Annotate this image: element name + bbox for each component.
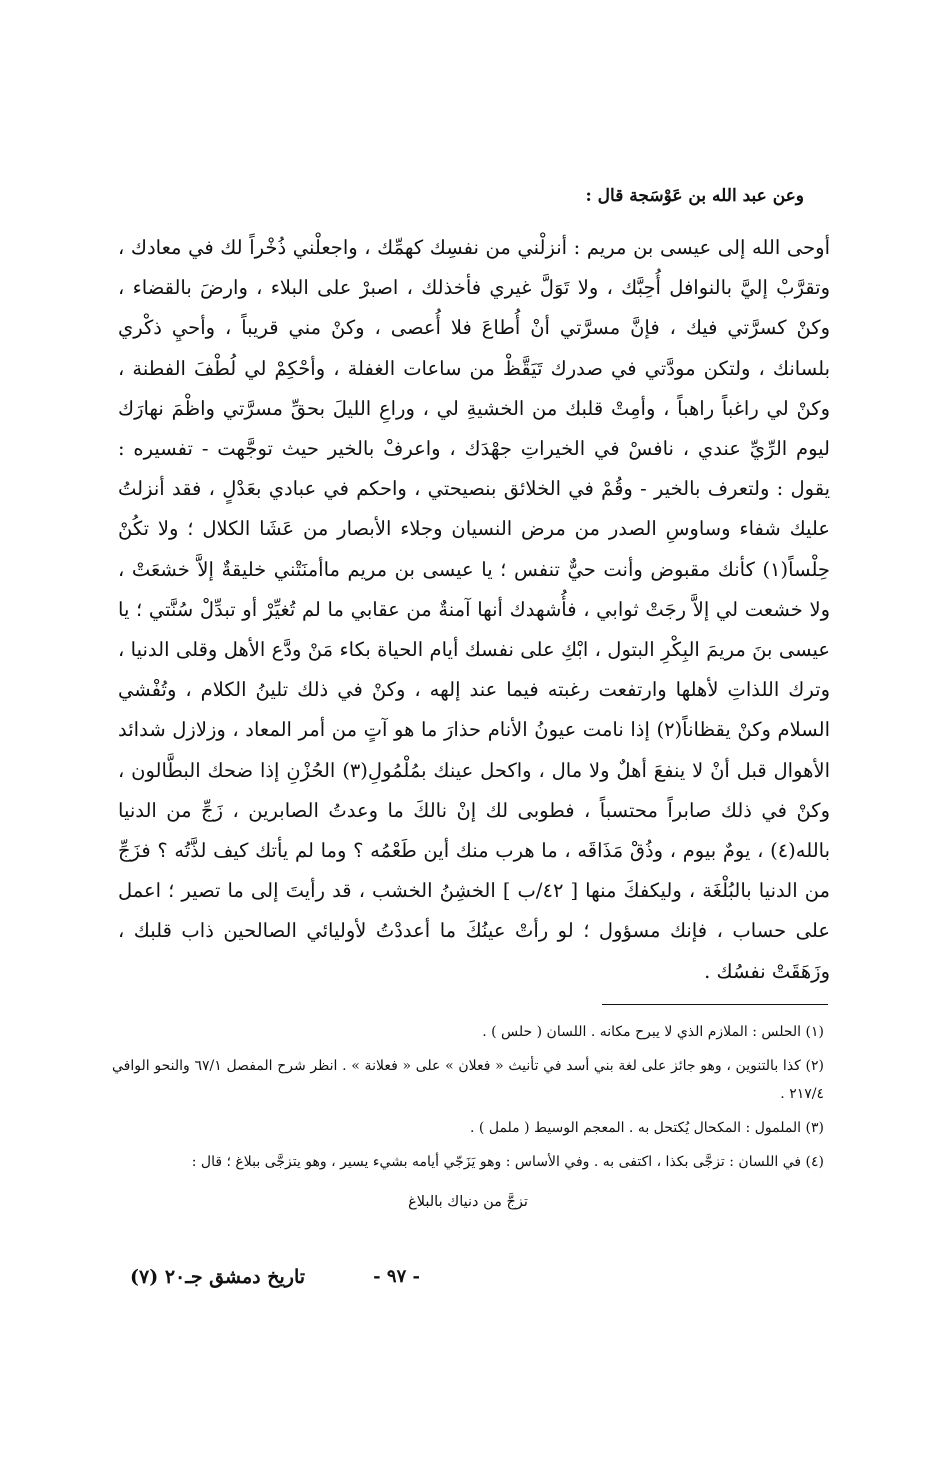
page-number: - ٩٧ -: [373, 1266, 420, 1287]
footnote-1: (١) الحلس : الملازم الذي لا يبرح مكانه . اللسان ( حلس ) .: [482, 1024, 824, 1040]
volume-signature: تاريخ دمشق جـ٢٠ (٧): [130, 1266, 306, 1288]
footnotes: [112, 1018, 824, 1222]
footnote-4: (٤) في اللسان : تزجَّى بكذا ، اكتفى به . وفي الأساس : وهو يَزَجّي أيامه بشيء يسير ، وهو يتزجَّى ببلاغ ؛ قال :: [191, 1154, 824, 1170]
footnote-separator: [602, 1004, 828, 1005]
isnad-intro: وعن عبد الله بن عَوْسَجة قال :: [585, 186, 804, 206]
footnote-2: (٢) كذا بالتنوين ، وهو جائز على لغة بني أسد في تأنيث « فعلان » على « فعلانة » . انظر شرح المفصل ٦٧/١ والنحو الوافي ٢١٧/٤ .: [112, 1058, 824, 1102]
footnote-3: (٣) الملمول : المكحال يُكتحل به . المعجم الوسيط ( ململ ) .: [470, 1120, 824, 1136]
main-paragraph: أوحى الله إلى عيسى بن مريم : أنزلْني من نفسِك كهمِّك ، واجعلْني ذُخْراً لك في معادك ، وتقرَّبْ إليَّ بالنوافل أُحِبَّك ، ولا تَوَلَّ غيري فأخذلك ، اصبرْ على البلاء ، وارضَ بالقضاء ، وكنْ كسرَّتي فيك ، فإنَّ مسرَّتي أنْ أُطاعَ فلا أُعصى ، وكنْ مني قريباً ، وأحيِ ذكْري بلسانك ، ولتكن مودَّتي في صدرك تَيَقَّظْ من ساعات الغفلة ، وأحْكِمْ لي لُطْفَ الفطنة ، وكنْ لي راغباً راهباً ، وأمِتْ قلبك من الخشيةِ لي ، وراعِ الليلَ بحقِّ مسرَّتي واظْمَ نهارَك ليوم الرِّيِّ عندي ، نافسْ في الخيراتِ جهْدَك ، واعرفْ بالخير حيث توجَّهت - تفسيره : يقول : ولتعرف بالخير - وقُمْ في الخلائق بنصيحتي ، واحكم في عبادي بعَدْلٍ ، فقد أنزلتُ عليك شفاء وساوسِ الصدر من مرض النسيان وجلاء الأبصار من عَشَا الكلال ؛ ولا تكُنْ حِلْساً(١) كأنك مقبوض وأنت حيٌّ تنفس ؛ يا عيسى بن مريم ماأمنَتْني خليقةٌ إلاَّ خشعَتْ ، ولا خشعت لي إلاَّ رجَتْ ثوابي ، فأُشهدك أنها آمنةٌ من عقابي ما لم تُغيِّرْ أو تبدِّلْ سُنَّتي ؛ يا عيسى بنَ مريمَ البِكْرِ البتول ، ابْكِ على نفسك أيام الحياة بكاء مَنْ ودَّع الأهل وقلى الدنيا ، وترك اللذاتِ لأهلها وارتفعت رغبته فيما عند إلهه ، وكنْ في ذلك تلينُ الكلام ، وتُفْشي السلام وكنْ يقظاناً(٢) إذا نامت عيونُ الأنام حذارَ ما هو آتٍ من أمر المعاد ، وزلازل شدائد الأهوال قبل أنْ لا ينفعَ أهلٌ ولا مال ، واكحل عينك بمُلْمُولِ(٣) الحُزْنِ إذا ضحك البطَّالون ، وكنْ في ذلك صابراً محتسباً ، فطوبى لك إنْ نالكَ ما وعدتُ الصابرين ، زَجِّ من الدنيا بالله(٤) ، يومٌ بيوم ، وذُقْ مَذَاقَه ، ما هرب منك أين طَعْمُه ؟ وما لم يأتك كيف لذَّتُه ؟ فزَجِّ من الدنيا بالبُلْغَة ، وليكفكَ منها [ ٤٢/ب ] الخشِنُ الخشب ، قد رأيتَ إلى ما تصير ؛ اعمل على حساب ، فإنك مسؤول ؛ لو رأتْ عينُكَ ما أعددْتُ لأوليائي الصالحين ذاب قلبك ، وزَهَقَتْ نفسُك .: [118, 236, 830, 983]
page-footer: [130, 1266, 810, 1298]
footnote-verse: تزجَّ من دنياك بالبلاغ: [408, 1194, 528, 1210]
